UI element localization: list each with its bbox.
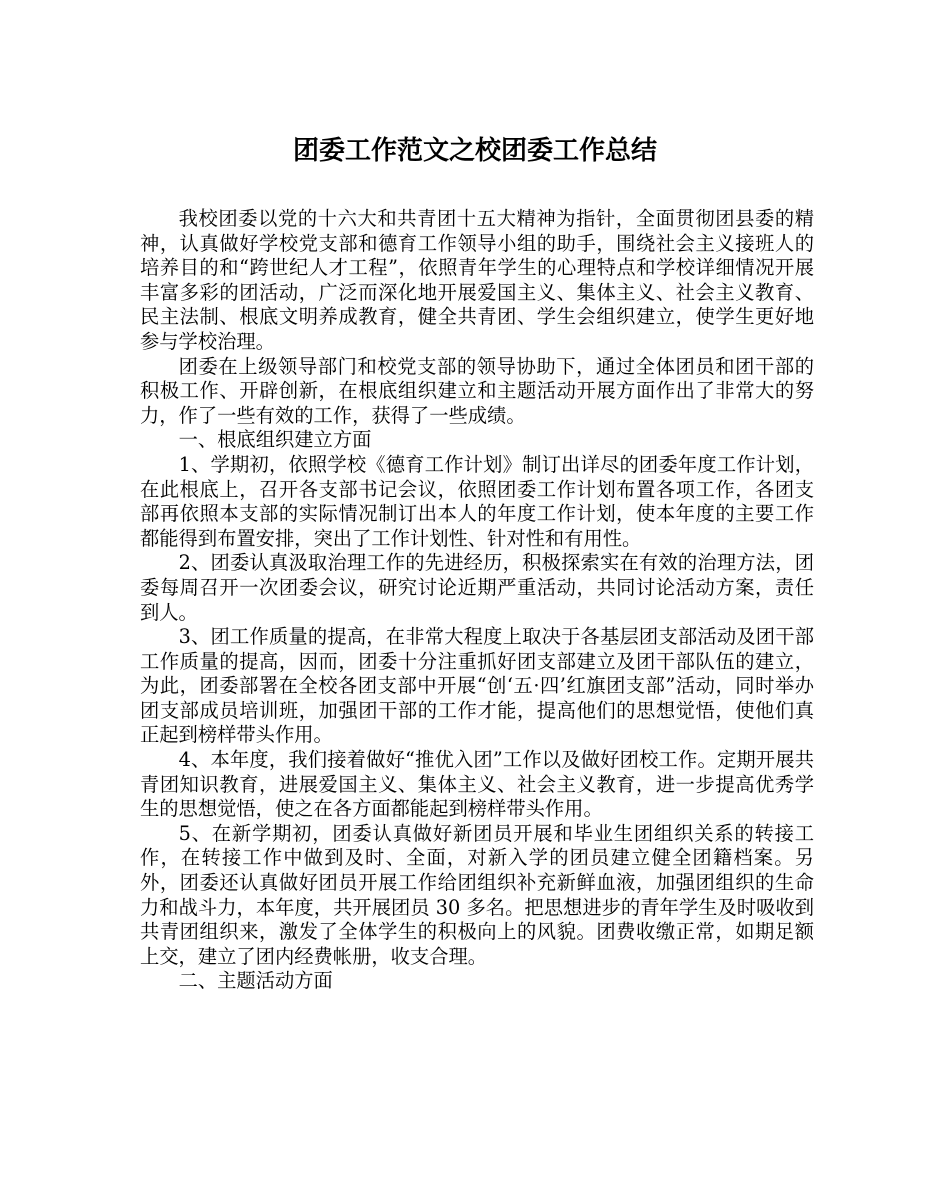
paragraph-intro: 我校团委以党的十六大和共青团十五大精神为指针，全面贯彻团县委的精神，认真做好学校党支部和德育工作领导小组的助手，围绕社会主义接班人的培养目的和“跨世纪人才工程”，依照青年学生的心理特点和学校详细情况开展丰富多彩的团活动，广泛而深化地开展爱国主义、集体主义、社会主义教育、民主法制、根底文明养成教育，健全共青团、学生会组织建立，使学生更好地参与学校治理。 — [140, 207, 814, 353]
section-heading-activities: 二、主题活动方面 — [178, 969, 333, 993]
paragraph-summary: 团委在上级领导部门和校党支部的领导协助下，通过全体团员和团干部的积极工作、开辟创新，在根底组织建立和主题活动开展方面作出了非常大的努力，作了一些有效的工作，获得了一些成绩。 — [140, 354, 814, 427]
document-body — [140, 207, 814, 994]
paragraph-item-1: 1、学期初，依照学校《德育工作计划》制订出详尽的团委年度工作计划，在此根底上，召开各支部书记会议，依照团委工作计划布置各项工作，各团支部再依照本支部的实际情况制订出本人的年度工作计划，使本年度的主要工作都能得到布置安排，突出了工作计划性、针对性和有用性。 — [140, 452, 814, 550]
section-heading-organization: 一、根底组织建立方面 — [178, 428, 372, 452]
paragraph-item-2: 2、团委认真汲取治理工作的先进经历，积极探索实在有效的治理方法，团委每周召开一次团委会议，研究讨论近期严重活动，共同讨论活动方案，责任到人。 — [140, 551, 814, 624]
paragraph-item-5: 5、在新学期初，团委认真做好新团员开展和毕业生团组织关系的转接工作，在转接工作中做到及时、全面，对新入学的团员建立健全团籍档案。另外，团委还认真做好团员开展工作给团组织补充新鲜血液，加强团组织的生命力和战斗力，本年度，共开展团员 30 多名。把思想进步的青年学生及时吸收到共青团组织来，激发了全体学生的积极向上的风貌。团费收缴正常，如期足额上交，建立了团内经费帐册，收支合理。 — [140, 821, 814, 968]
paragraph-item-3: 3、团工作质量的提高，在非常大程度上取决于各基层团支部活动及团干部工作质量的提高，因而，团委十分注重抓好团支部建立及团干部队伍的建立，为此，团委部署在全校各团支部中开展“创‘五·四’红旗团支部”活动，同时举办团支部成员培训班，加强团干部的工作才能，提高他们的思想觉悟，使他们真正起到榜样带头作用。 — [140, 625, 814, 747]
paragraph-item-4: 4、本年度，我们接着做好“推优入团”工作以及做好团校工作。定期开展共青团知识教育，进展爱国主义、集体主义、社会主义教育，进一步提高优秀学生的思想觉悟，使之在各方面都能起到榜样带头作用。 — [140, 748, 814, 821]
document-title: 团委工作范文之校团委工作总结 — [292, 136, 657, 166]
